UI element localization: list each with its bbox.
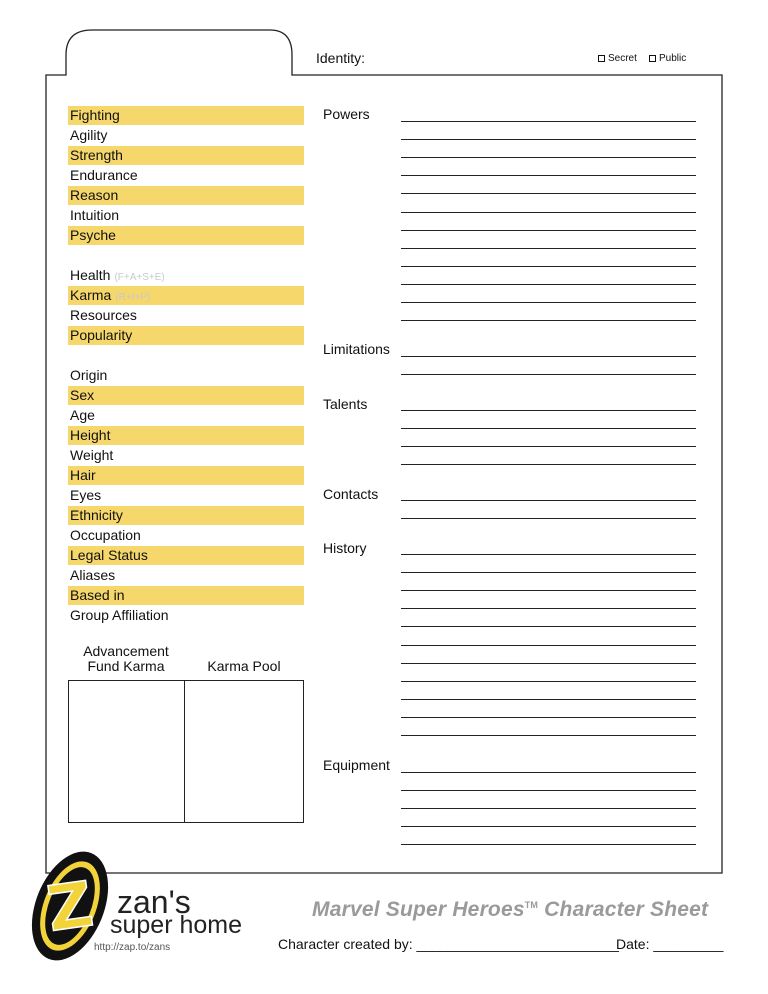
talents-label: Talents (323, 396, 368, 412)
bio-origin[interactable] (68, 366, 304, 385)
bio-label: Age (70, 407, 95, 423)
attr-label: Agility (70, 127, 108, 143)
write-line[interactable] (401, 844, 696, 845)
write-line[interactable] (401, 446, 696, 447)
write-line[interactable] (401, 808, 696, 809)
created-by-blank[interactable]: __________________________ (416, 936, 619, 952)
write-line[interactable] (401, 157, 696, 158)
checkbox-icon[interactable] (598, 55, 605, 62)
write-line[interactable] (401, 608, 696, 609)
sheet-title-main: Marvel Super Heroes (312, 898, 525, 921)
secret-checkbox[interactable] (598, 53, 637, 64)
write-line[interactable] (401, 790, 696, 791)
checkbox-icon[interactable] (649, 55, 656, 62)
derived-label: Popularity (70, 327, 133, 343)
logo-name: zan's (117, 884, 191, 920)
sheet-title (312, 898, 708, 922)
bio-hair[interactable] (68, 466, 304, 485)
write-line[interactable] (401, 320, 696, 321)
attr-fighting[interactable] (68, 106, 304, 125)
bio-group-affiliation[interactable] (68, 606, 304, 625)
write-line[interactable] (401, 212, 696, 213)
created-by-field[interactable] (278, 936, 619, 952)
bio-occupation[interactable] (68, 526, 304, 545)
bio-aliases[interactable] (68, 566, 304, 585)
bio-height[interactable] (68, 426, 304, 445)
logo-sub: super home (110, 911, 243, 939)
bio-label: Group Affiliation (70, 607, 169, 623)
karma-pool-box[interactable] (184, 680, 304, 823)
bio-label: Based in (70, 587, 125, 603)
formula-hint: (R+I+P) (115, 292, 151, 303)
attr-intuition[interactable] (68, 206, 304, 225)
attr-label: Fighting (70, 107, 120, 123)
attr-label: Psyche (70, 227, 116, 243)
powers-label: Powers (323, 106, 370, 122)
write-line[interactable] (401, 248, 696, 249)
attr-label: Endurance (70, 167, 138, 183)
attr-agility[interactable] (68, 126, 304, 145)
write-line[interactable] (401, 735, 696, 736)
bio-weight[interactable] (68, 446, 304, 465)
date-blank[interactable]: _________ (653, 936, 724, 952)
write-line[interactable] (401, 500, 696, 501)
formula-hint: (F+A+S+E) (114, 272, 165, 283)
write-line[interactable] (401, 139, 696, 140)
write-line[interactable] (401, 572, 696, 573)
write-line[interactable] (401, 193, 696, 194)
created-by-label: Character created by: (278, 936, 417, 952)
bio-label: Ethnicity (70, 507, 123, 523)
write-line[interactable] (401, 717, 696, 718)
bio-eyes[interactable] (68, 486, 304, 505)
bio-sex[interactable] (68, 386, 304, 405)
attr-psyche[interactable] (68, 226, 304, 245)
attr-endurance[interactable] (68, 166, 304, 185)
secret-label: Secret (608, 53, 637, 64)
attr-label: Intuition (70, 207, 120, 223)
advancement-fund-box[interactable] (68, 680, 185, 823)
bio-label: Weight (70, 447, 114, 463)
write-line[interactable] (401, 230, 696, 231)
write-line[interactable] (401, 626, 696, 627)
advancement-line1: Advancement (83, 643, 169, 659)
write-line[interactable] (401, 681, 696, 682)
write-line[interactable] (401, 175, 696, 176)
derived-popularity[interactable] (68, 326, 304, 345)
derived-label: Health (70, 267, 111, 283)
write-line[interactable] (401, 284, 696, 285)
write-line[interactable] (401, 554, 696, 555)
derived-label: Karma (70, 287, 112, 303)
bio-label: Eyes (70, 487, 102, 503)
karma-pool-heading: Karma Pool (207, 658, 281, 674)
advancement-line2: Fund Karma (87, 658, 165, 674)
write-line[interactable] (401, 663, 696, 664)
date-field[interactable] (616, 936, 723, 952)
sheet-title-rest: Character Sheet (538, 898, 709, 921)
bio-label: Origin (70, 367, 108, 383)
write-line[interactable] (401, 772, 696, 773)
public-label: Public (659, 53, 687, 64)
identity-label: Identity: (316, 50, 366, 66)
write-line[interactable] (401, 590, 696, 591)
write-line[interactable] (401, 826, 696, 827)
bio-label: Height (70, 427, 111, 443)
write-line[interactable] (401, 410, 696, 411)
logo-url[interactable]: http://zap.to/zans (94, 942, 171, 953)
bio-legal-status[interactable] (68, 546, 304, 565)
write-line[interactable] (401, 374, 696, 375)
write-line[interactable] (401, 464, 696, 465)
write-line[interactable] (401, 302, 696, 303)
write-line[interactable] (401, 518, 696, 519)
bio-ethnicity[interactable] (68, 506, 304, 525)
trademark-mark: TM (524, 900, 539, 910)
attr-label: Reason (70, 187, 119, 203)
derived-label: Resources (70, 307, 137, 323)
write-line[interactable] (401, 121, 696, 122)
equipment-label: Equipment (323, 757, 390, 773)
contacts-label: Contacts (323, 486, 379, 502)
bio-based-in[interactable] (68, 586, 304, 605)
write-line[interactable] (401, 699, 696, 700)
derived-karma[interactable] (68, 286, 304, 305)
history-label: History (323, 540, 367, 556)
logo-letter: Z (42, 867, 98, 946)
bio-label: Legal Status (70, 547, 148, 563)
attr-reason[interactable] (68, 186, 304, 205)
bio-label: Occupation (70, 527, 141, 543)
attr-label: Strength (70, 147, 123, 163)
write-line[interactable] (401, 356, 696, 357)
bio-label: Aliases (70, 567, 116, 583)
bio-label: Hair (70, 467, 96, 483)
bio-age[interactable] (68, 406, 304, 425)
limitations-label: Limitations (323, 341, 390, 357)
derived-health[interactable] (68, 266, 304, 285)
advancement-fund-heading (68, 644, 184, 674)
write-line[interactable] (401, 428, 696, 429)
derived-resources[interactable] (68, 306, 304, 325)
public-checkbox[interactable] (649, 53, 686, 64)
bio-label: Sex (70, 387, 95, 403)
write-line[interactable] (401, 266, 696, 267)
date-label: Date: (616, 936, 654, 952)
write-line[interactable] (401, 645, 696, 646)
attr-strength[interactable] (68, 146, 304, 165)
